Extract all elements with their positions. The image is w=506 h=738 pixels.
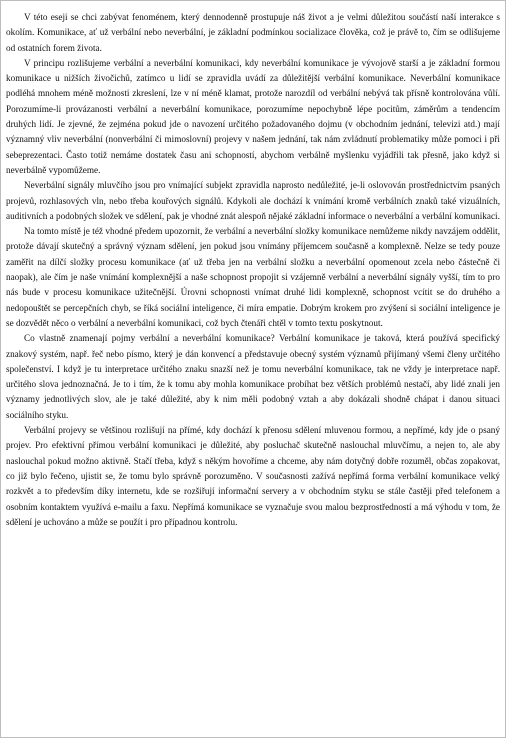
document-body	[6, 10, 500, 530]
paragraph-2: V principu rozlišujeme verbální a neverbální komunikaci, kdy neverbální komunikace je vývojově starší a je základní formou komunikace u nižších živočichů, zatímco u lidí se zpravidla uvádí za důležitější verbální komunikace. Neverbální komunikace podléhá mnohem méně možnosti zkreslení, lze v ní méně klamat, protože narozdíl od verbální nebývá tak přísně kontrolována vůlí. Porozumíme-li provázanosti verbální a neverbální komunikace, porozumíme nepochybně lépe pocitům, záměrům a tendencím druhých lidí. Je zjevné, že zejména pokud jde o navození určitého požadovaného dojmu (v obchodním jednání, televizi atd.) mají významný vliv neverbální (nonverbální či mimoslovní) projevy v našem jednání, tak nám zvládnutí problematiky může pomoci i při sebeprezentaci. Často totiž nemáme dostatek času ani schopností, abychom verbálně myšlenku vyjádřili tak přesně, jako když si neverbálně vypomůžeme.	[6, 57, 500, 175]
paragraph-1: V této eseji se chci zabývat fenoménem, který dennodenně prostupuje náš život a je velmi důležitou součástí naší interakce s okolím. Komunikace, ať už verbální nebo neverbální, je základní podmínkou socializace člověka, což je právě to, čím se odlišujeme od ostatních forem života.	[6, 12, 500, 53]
paragraph-5: Co vlastně znamenají pojmy verbální a neverbální komunikace? Verbální komunikace je taková, která používá specifický znakový systém, např. řeč nebo písmo, který je dán konvencí a představuje obecný systém významů přijímaný všemi členy určitého společenství. I když je tu interpretace určitého znaku snazší než je tomu neverbální komunikace, tak ne vždy je interpretace např. určitého slova jednoznačná. Je to i tím, že k tomu aby mohla komunikace probíhat bez větších problémů nestačí, aby lidé znali jen významy jednotlivých slov, ale je také důležité, aby k nim měli podobný vztah a aby dokázali shodně chápat i danou situaci sociálního styku.	[6, 333, 500, 420]
paragraph-4: Na tomto místě je též vhodné předem upozornit, že verbální a neverbální složky komunikace nemůžeme nikdy navzájem oddělit, protože dávají skutečný a správný význam sdělení, jen pokud jsou vnímány příjemcem současně a komplexně. Nelze se tedy pouze zaměřit na dílčí složky procesu komunikace (ať už třeba jen na verbální složku a neverbální opomenout zcela nebo částečně či naopak), ale čím je naše vnímání komplexnější a naše schopnost propojit si vzájemně verbální a neverbální signály vyšší, tím to pro nás bude v procesu komunikace užitečnější. Úrovni schopnosti vnímat druhé lidi komplexně, schopnost vcítit se do druhého a nedopouštět se percepčních chyb, se říká sociální inteligence, či míra empatie. Dobrým krokem pro zvýšení si sociální inteligence je se dozvědět něco o verbální a neverbální komunikaci, což bych čtenáři chtěl v tomto textu poskytnout.	[6, 226, 500, 328]
paragraph-6: Verbální projevy se většinou rozlišují na přímé, kdy dochází k přenosu sdělení mluvenou formou, a nepřímé, kdy jde o psaný projev. Pro efektivní přímou verbální komunikaci je důležité, aby posluchač skutečně naslouchal mluvčímu, a nejen to, ale aby naslouchal pokud možno aktivně. Stačí třeba, když s někým hovoříme a chceme, aby nám dotyčný dobře rozuměl, občas zopakovat, co již bylo řečeno, ujistit se, že tomu bylo správně porozuměno. V současnosti zažívá nepřímá forma verbální komunikace velký rozkvět a to především díky internetu, kde se rozšiřují informační servery a v obchodním styku se stále častěji před telefonem a osobním kontaktem využívá e-mailu a faxu. Nepřímá komunikace se vyznačuje svou malou bezprostředností a má výhodu v tom, že sdělení je uchováno a může se použít i pro případnou kontrolu.	[6, 425, 500, 527]
paragraph-3: Neverbální signály mluvčího jsou pro vnímající subjekt zpravidla naprosto nedůležité, je-li oslovován prostřednictvím psaných projevů, rozhlasových vln, nebo třeba kouřových signálů. Kdykoli ale dochází k vnímání kromě verbálních znaků také vizuálních, auditivních a podobných složek ve sdělení, pak je vhodné znát alespoň nějaké základní informace o neverbální a verbální komunikaci.	[6, 180, 500, 221]
